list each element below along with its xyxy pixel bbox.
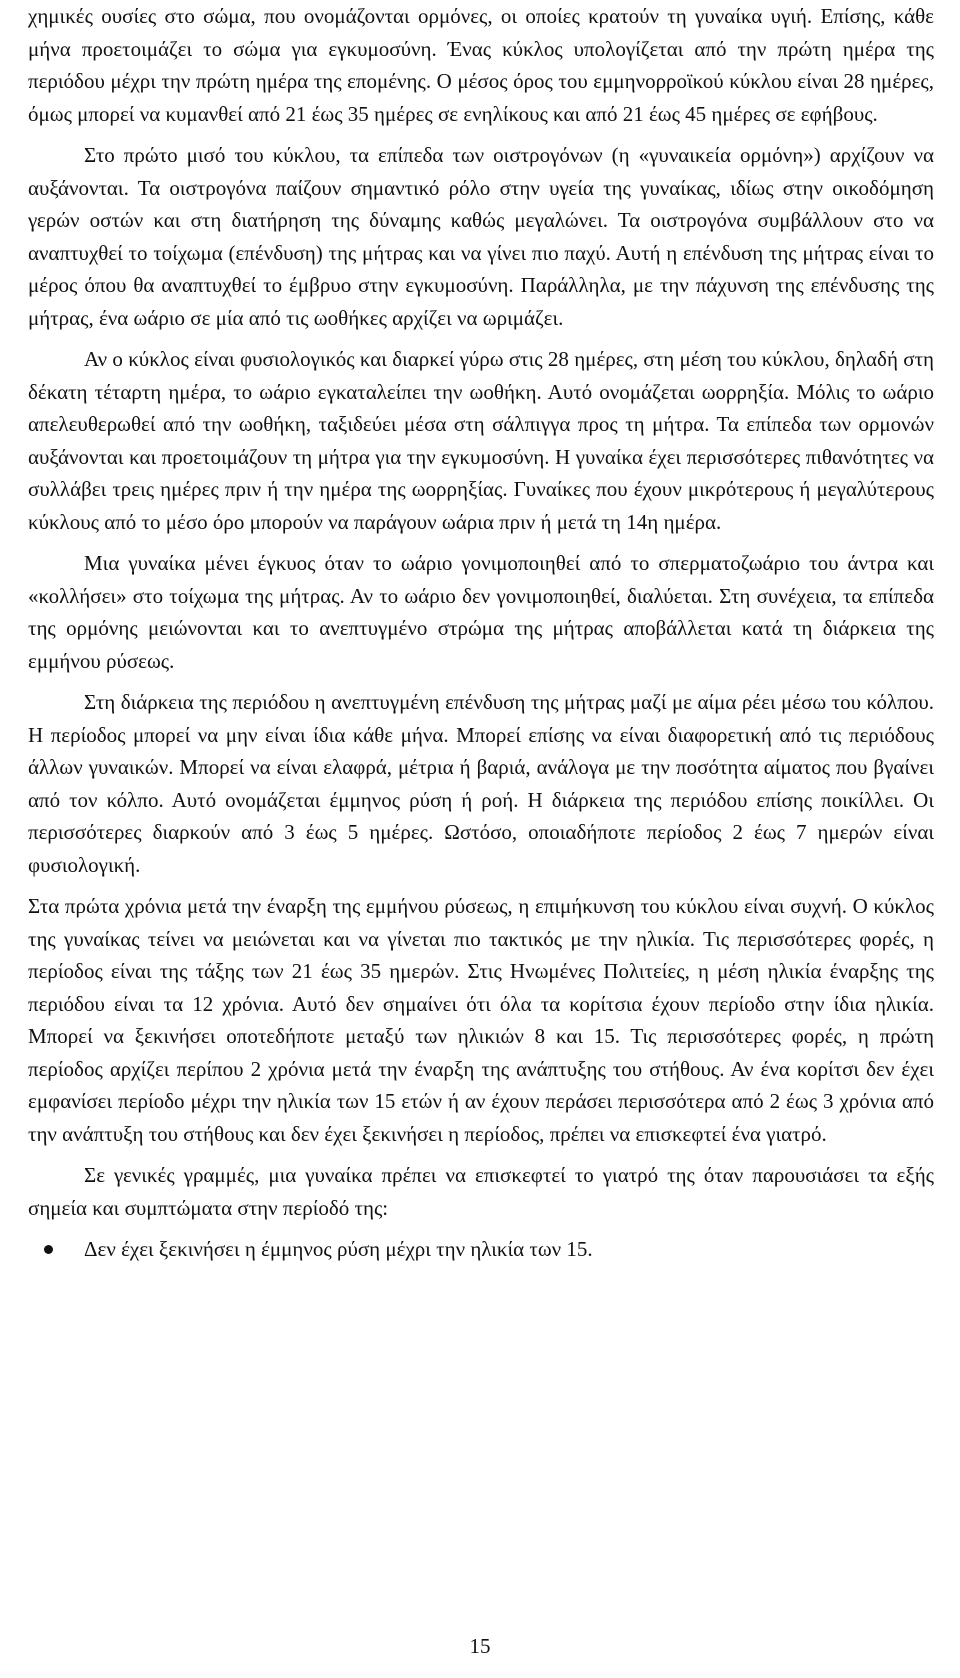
paragraph-1: χημικές ουσίες στο σώμα, που ονομάζονται ορμόνες, οι οποίες κρατούν τη γυναίκα υγιή. Επίσης, κάθε μήνα προετοιμάζει το σώμα για εγκυμοσύνη. Ένας κύκλος υπολογίζεται από την πρώτη ημέρα της περιόδου μέχρι την πρώτη ημέρα της επομένης. Ο μέσος όρος του εμμηνορροϊκού κύκλου είναι 28 ημέρες, όμως μπορεί να κυμανθεί από 21 έως 35 ημέρες σε ενηλίκους και από 21 έως 45 ημέρες σε εφήβους. [28,4,934,126]
paragraph-3: Αν ο κύκλος είναι φυσιολογικός και διαρκεί γύρω στις 28 ημέρες, στη μέση του κύκλου, δηλαδή στη δέκατη τέταρτη ημέρα, το ωάριο εγκαταλείπει την ωοθήκη. Αυτό ονομάζεται ωορρηξία. Μόλις το ωάριο απελευθερωθεί από την ωοθήκη, ταξιδεύει μέσα στη σάλπιγγα προς τη μήτρα. Τα επίπεδα των ορμονών αυξάνονται και προετοιμάζουν τη μήτρα για την εγκυμοσύνη. Η γυναίκα έχει περισσότερες πιθανότητες να συλλάβει τρεις ημέρες πριν ή την ημέρα της ωορρηξίας. Γυναίκες που έχουν μικρότερους ή μεγαλύτερους κύκλους από το μέσο όρο μπορούν να παράγουν ωάρια πριν ή μετά τη 14η ημέρα. [28,347,934,534]
page-number: 15 [469,1634,491,1658]
paragraph-4: Μια γυναίκα μένει έγκυος όταν το ωάριο γονιμοποιηθεί από το σπερματοζωάριο του άντρα και «κολλήσει» στο τοίχωμα της μήτρας. Αν το ωάριο δεν γονιμοποιηθεί, διαλύεται. Στη συνέχεια, τα επίπεδα της ορμόνης μειώνονται και το ανεπτυγμένο στρώμα της μήτρας αποβάλλεται κατά τη διάρκεια της εμμήνου ρύσεως. [28,551,934,673]
symptom-list [28,1233,934,1266]
bullet-icon [44,1245,53,1254]
list-item-text: Δεν έχει ξεκινήσει η έμμηνος ρύση μέχρι την ηλικία των 15. [84,1237,593,1261]
paragraph-7: Σε γενικές γραμμές, μια γυναίκα πρέπει να επισκεφτεί το γιατρό της όταν παρουσιάσει τα εξής σημεία και συμπτώματα στην περίοδό της: [28,1163,934,1220]
paragraph-2: Στο πρώτο μισό του κύκλου, τα επίπεδα των οιστρογόνων (η «γυναικεία ορμόνη») αρχίζουν να αυξάνονται. Τα οιστρογόνα παίζουν σημαντικό ρόλο στην υγεία της γυναίκας, ιδίως στην οικοδόμηση γερών οστών και στη διατήρηση της δύναμης καθώς μεγαλώνει. Τα οιστρογόνα συμβάλλουν στο να αναπτυχθεί το τοίχωμα (επένδυση) της μήτρας και να γίνει πιο παχύ. Αυτή η επένδυση της μήτρας είναι το μέρος όπου θα αναπτυχθεί το έμβρυο στην εγκυμοσύνη. Παράλληλα, με την πάχυνση της επένδυσης της μήτρας, ένα ωάριο σε μία από τις ωοθήκες αρχίζει να ωριμάζει. [28,143,934,330]
body-text [28,0,934,1266]
list-item [28,1233,934,1266]
paragraph-6: Στα πρώτα χρόνια μετά την έναρξη της εμμήνου ρύσεως, η επιμήκυνση του κύκλου είναι συχνή. Ο κύκλος της γυναίκας τείνει να μειώνεται και να γίνεται πιο τακτικός με την ηλικία. Τις περισσότερες φορές, η περίοδος είναι της τάξης των 21 έως 35 ημερών. Στις Ηνωμένες Πολιτείες, η μέση ηλικία έναρξης της περιόδου είναι τα 12 χρόνια. Αυτό δεν σημαίνει ότι όλα τα κορίτσια έχουν περίοδο στην ίδια ηλικία. Μπορεί να ξεκινήσει οποτεδήποτε μεταξύ των ηλικιών 8 και 15. Τις περισσότερες φορές, η πρώτη περίοδος αρχίζει περίπου 2 χρόνια μετά την έναρξη της ανάπτυξης του στήθους. Αν ένα κορίτσι δεν έχει εμφανίσει περίοδο μέχρι την ηλικία των 15 ετών ή αν έχουν περάσει περισσότερα από 2 έως 3 χρόνια από την ανάπτυξη του στήθους και δεν έχει ξεκινήσει η περίοδος, πρέπει να επισκεφτεί ένα γιατρό. [28,894,934,1146]
paragraph-5: Στη διάρκεια της περιόδου η ανεπτυγμένη επένδυση της μήτρας μαζί με αίμα ρέει μέσω του κόλπου. Η περίοδος μπορεί να μην είναι ίδια κάθε μήνα. Μπορεί επίσης να είναι διαφορετική από τις περιόδους άλλων γυναικών. Μπορεί να είναι ελαφρά, μέτρια ή βαριά, ανάλογα με την ποσότητα αίματος που βγαίνει από τον κόλπο. Αυτό ονομάζεται έμμηνος ρύση ή ροή. Η διάρκεια της περιόδου επίσης ποικίλλει. Οι περισσότερες διαρκούν από 3 έως 5 ημέρες. Ωστόσο, οποιαδήποτε περίοδος 2 έως 7 ημερών είναι φυσιολογική. [28,690,934,877]
